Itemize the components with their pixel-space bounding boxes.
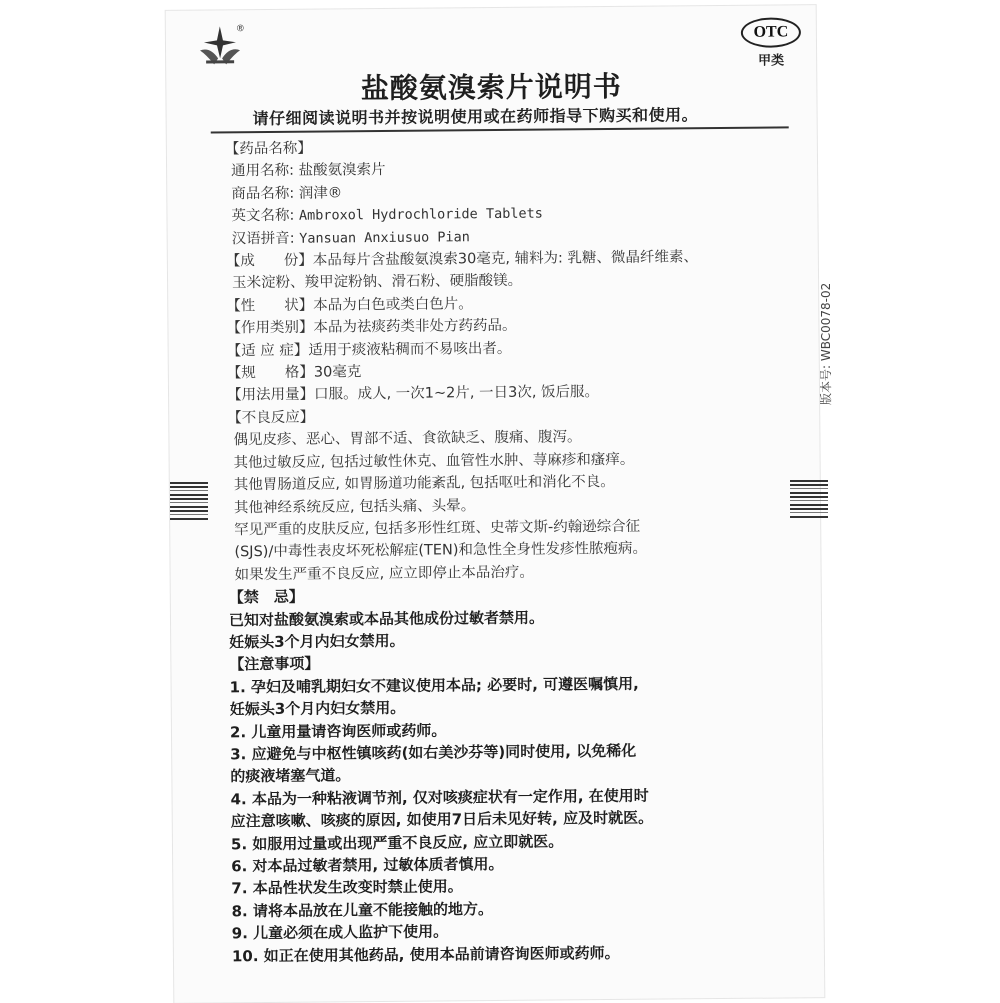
registered-mark: ® — [235, 24, 245, 35]
otc-mark — [740, 17, 802, 69]
precaution-5: 5. 如服用过量或出现严重不良反应, 应立即就医。 — [230, 832, 564, 853]
adverse-line-3: 其他胃肠道反应, 如胃肠道功能紊乱, 包括呕吐和消化不良。 — [233, 474, 615, 494]
precaution-1b: 妊娠头3个月内妇女禁用。 — [229, 698, 406, 719]
precaution-2: 2. 儿童用量请咨询医师或药师。 — [229, 720, 447, 741]
adverse-line-1: 偶见皮疹、恶心、胃部不适、食欲缺乏、腹痛、腹泻。 — [233, 429, 582, 449]
precaution-3a: 3. 应避免与中枢性镇咳药(如右美沙芬等)同时使用, 以免稀化 — [230, 741, 637, 764]
precaution-6: 6. 对本品过敏者禁用, 过敏体质者慎用。 — [231, 854, 504, 876]
pinyin-value: Yansuan Anxiusuo Pian — [299, 228, 470, 247]
precaution-3b: 的痰液堵塞气道。 — [230, 766, 351, 786]
precaution-4a: 4. 本品为一种粘液调节剂, 仅对咳痰症状有一定作用, 在使用时 — [230, 786, 649, 809]
otc-badge: OTC — [741, 17, 801, 48]
precaution-7: 7. 本品性状发生改变时禁止使用。 — [231, 877, 463, 898]
leaflet-body — [225, 133, 792, 967]
precaution-4b: 应注意咳嗽、咳痰的原因, 如使用7日后未见好转, 应及时就医。 — [230, 808, 654, 831]
adverse-line-6: (SJS)/中毒性表皮坏死松解症(TEN)和急性全身性发疹性脓疱病。 — [234, 540, 648, 561]
registration-mark-right — [790, 480, 828, 520]
adverse-line-2: 其他过敏反应, 包括过敏性休克、血管性水肿、荨麻疹和瘙痒。 — [233, 451, 635, 471]
section-heading-drug-name: 【药品名称】 — [224, 140, 312, 158]
leaflet-page — [166, 5, 825, 1003]
trade-name: 商品名称: 润津® — [231, 185, 343, 203]
contraindication-1: 已知对盐酸氨溴索或本品其他成份过敏者禁用。 — [228, 608, 545, 629]
indication: 【适 应 症】适用于痰液粘稠而不易咳出者。 — [226, 340, 512, 359]
adverse-line-7: 如果发生严重不良反应, 应立即停止本品治疗。 — [234, 564, 534, 583]
composition-line-2: 玉米淀粉、羧甲淀粉钠、滑石粉、硬脂酸镁。 — [231, 273, 523, 292]
contraindication-2: 妊娠头3个月内妇女禁用。 — [229, 631, 405, 652]
english-name-label: 英文名称: — [231, 207, 300, 225]
version-number: 版本号: WBC0078-02 — [819, 282, 833, 405]
pinyin-label: 汉语拼音: — [231, 230, 300, 247]
precaution-9: 9. 儿童必须在成人监护下使用。 — [231, 922, 449, 943]
english-name-value: Ambroxol Hydrochloride Tablets — [298, 205, 543, 224]
pharmacological-category: 【作用类别】本品为祛痰药类非处方药药品。 — [226, 318, 517, 337]
adverse-line-5: 罕见严重的皮肤反应, 包括多形性红斑、史蒂文斯-约翰逊综合征 — [234, 518, 641, 539]
otc-class: 甲类 — [758, 53, 785, 69]
document-title: 盐酸氨溴索片说明书 — [360, 69, 623, 106]
section-heading-precautions: 【注意事项】 — [229, 654, 320, 674]
precaution-1a: 1. 孕妇及哺乳期妇女不建议使用本品; 必要时, 可遵医嘱慎用, — [229, 674, 639, 697]
composition-line-1: 【成 份】本品每片含盐酸氨溴索30毫克, 辅料为: 乳糖、微晶纤维素、 — [225, 249, 699, 270]
dosage: 【用法用量】口服。成人, 一次1~2片, 一日3次, 饭后服。 — [226, 384, 600, 404]
generic-name: 通用名称: 盐酸氨溴索片 — [231, 162, 386, 180]
appearance: 【性 状】本品为白色或类白色片。 — [226, 296, 473, 315]
section-heading-contraindications: 【禁 忌】 — [228, 587, 304, 607]
precaution-8: 8. 请将本品放在儿童不能接触的地方。 — [231, 899, 493, 921]
adverse-line-4: 其他神经系统反应, 包括头痛、头晕。 — [233, 497, 476, 516]
precaution-10: 10. 如正在使用其他药品, 使用本品前请咨询医师或药师。 — [231, 943, 620, 965]
specification: 【规 格】30毫克 — [226, 364, 362, 382]
reading-notice: 请仔细阅读说明书并按说明使用或在药师指导下购买和使用。 — [252, 105, 699, 129]
section-heading-adverse: 【不良反应】 — [227, 409, 315, 427]
registration-mark-left — [170, 482, 208, 522]
